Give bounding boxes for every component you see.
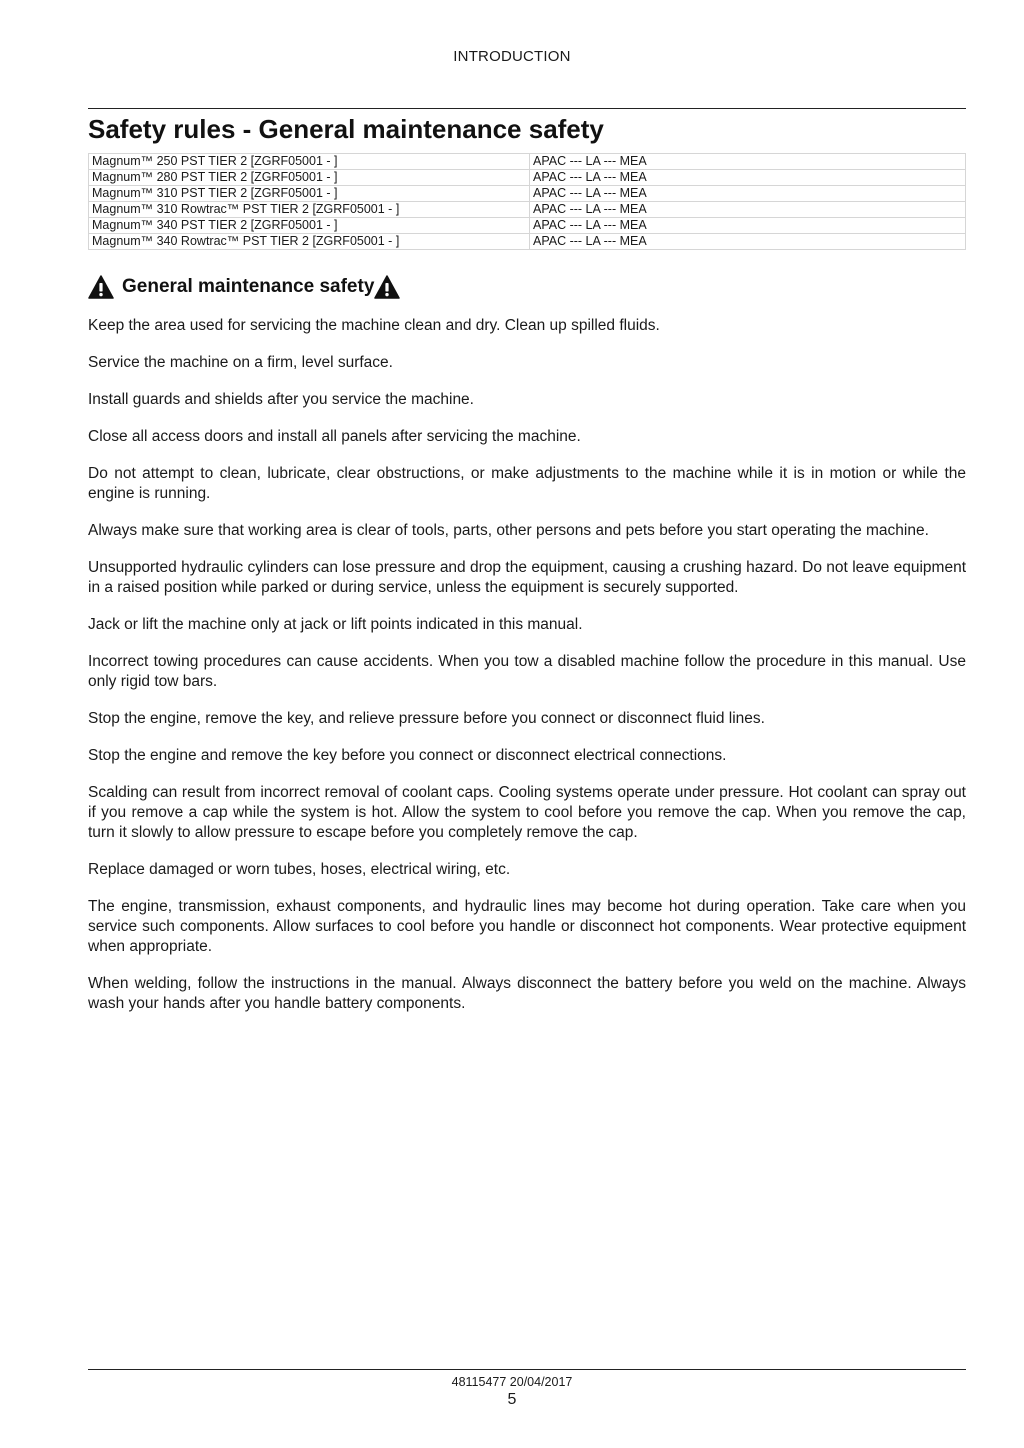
paragraph: Scalding can result from incorrect removal of coolant caps. Cooling systems operate under pressure. Hot coolant can spray out if you remove a cap while the system is hot. Allow the system to cool before you remove the cap. When you remove the cap, turn it slowly to allow pressure to escape before you completely remove the cap. [88,784,966,841]
paragraph: Incorrect towing procedures can cause accidents. When you tow a disabled machine follow the procedure in this manual. Use only rigid tow bars. [88,653,966,690]
section-heading-label: General maintenance safety [122,276,375,297]
region-cell: APAC --- LA --- MEA [530,170,966,186]
paragraph: Stop the engine and remove the key before you connect or disconnect electrical connections. [88,747,727,764]
region-cell: APAC --- LA --- MEA [530,234,966,250]
table-row [89,154,966,170]
model-cell: Magnum™ 310 PST TIER 2 [ZGRF05001 - ] [89,186,530,202]
model-cell: Magnum™ 250 PST TIER 2 [ZGRF05001 - ] [89,154,530,170]
region-cell: APAC --- LA --- MEA [530,154,966,170]
table-row [89,234,966,250]
paragraph: Replace damaged or worn tubes, hoses, electrical wiring, etc. [88,861,511,878]
header-divider [88,108,966,109]
footer-doc-id: 48115477 20/04/2017 [451,1375,573,1389]
paragraph: Close all access doors and install all panels after servicing the machine. [88,428,581,445]
region-cell: APAC --- LA --- MEA [530,202,966,218]
model-cell: Magnum™ 310 Rowtrac™ PST TIER 2 [ZGRF05001 - ] [89,202,530,218]
table-row [89,186,966,202]
paragraph: When welding, follow the instructions in the manual. Always disconnect the battery before you weld on the machine. Always wash your hands after you handle battery components. [88,975,966,1012]
paragraph: Keep the area used for servicing the machine clean and dry. Clean up spilled fluids. [88,317,660,334]
region-cell: APAC --- LA --- MEA [530,186,966,202]
paragraph: The engine, transmission, exhaust components, and hydraulic lines may become hot during operation. Take care when you service such components. Allow surfaces to cool before you handle or disconnect hot components. Wear protective equipment when appropriate. [88,898,966,955]
applicability-table [88,153,966,250]
paragraph: Unsupported hydraulic cylinders can lose pressure and drop the equipment, causing a crushing hazard. Do not leave equipment in a raised position while parked or during service, unless the equipment is securely supported. [88,559,966,596]
table-row [89,218,966,234]
page-title: Safety rules - General maintenance safety [88,114,604,144]
table-row [89,202,966,218]
table-row [89,170,966,186]
paragraph: Jack or lift the machine only at jack or lift points indicated in this manual. [88,616,583,633]
page-number: 5 [507,1391,517,1408]
paragraph: Service the machine on a firm, level surface. [88,354,393,371]
paragraph: Always make sure that working area is clear of tools, parts, other persons and pets before you start operating the machine. [88,522,929,539]
running-header: INTRODUCTION [453,48,571,65]
paragraph: Do not attempt to clean, lubricate, clear obstructions, or make adjustments to the machine while it is in motion or while the engine is running. [88,465,966,502]
warning-triangle-icon [88,275,114,299]
model-cell: Magnum™ 340 Rowtrac™ PST TIER 2 [ZGRF05001 - ] [89,234,530,250]
section-body [88,316,966,1031]
paragraph: Install guards and shields after you service the machine. [88,391,474,408]
warning-triangle-icon [374,275,400,299]
footer-divider [88,1369,966,1370]
paragraph: Stop the engine, remove the key, and relieve pressure before you connect or disconnect fluid lines. [88,710,765,727]
model-cell: Magnum™ 340 PST TIER 2 [ZGRF05001 - ] [89,218,530,234]
model-cell: Magnum™ 280 PST TIER 2 [ZGRF05001 - ] [89,170,530,186]
section-heading [88,272,400,302]
region-cell: APAC --- LA --- MEA [530,218,966,234]
